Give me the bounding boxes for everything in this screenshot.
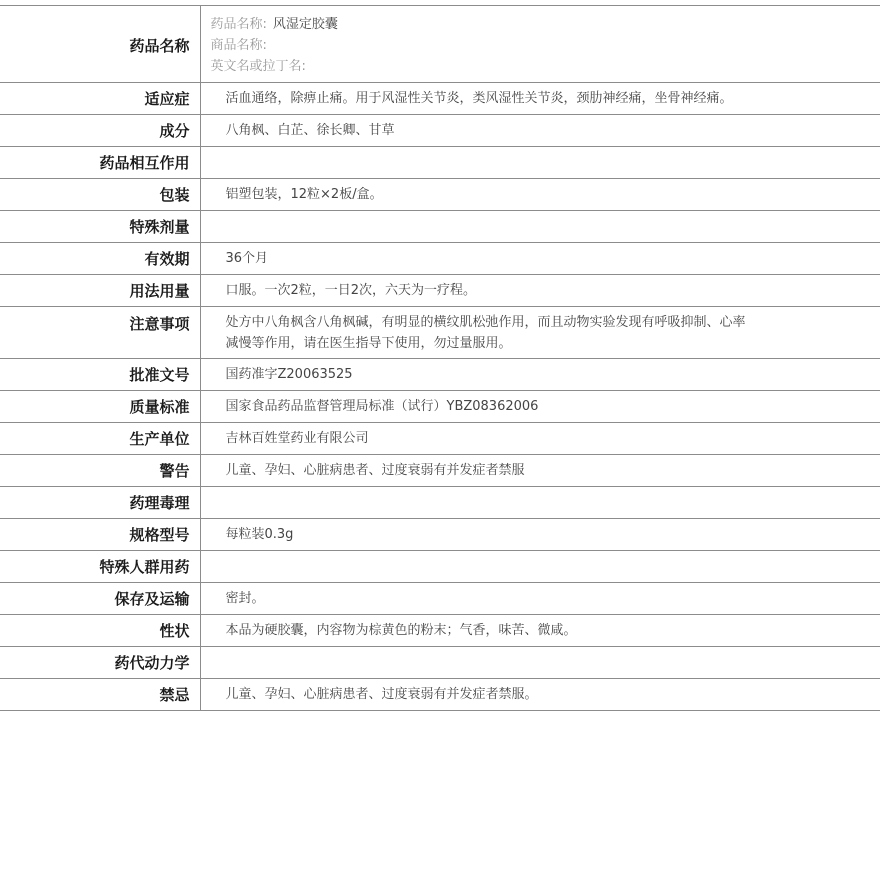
table-row-special-dosage — [0, 211, 880, 243]
row-value: 本品为硬胶囊，内容物为棕黄色的粉末；气香，味苦、微咸。 — [200, 615, 880, 647]
table-row-interactions — [0, 147, 880, 179]
row-value — [200, 551, 880, 583]
row-label: 警告 — [0, 455, 200, 487]
table-row-manufacturer — [0, 423, 880, 455]
generic-name-line — [211, 14, 871, 35]
row-label: 特殊剂量 — [0, 211, 200, 243]
row-label: 包装 — [0, 179, 200, 211]
row-label: 注意事项 — [0, 307, 200, 359]
generic-name-label: 药品名称: — [210, 16, 267, 32]
trade-name-label: 商品名称: — [210, 37, 267, 53]
table-row-pharmacokinetics — [0, 647, 880, 679]
row-label: 保存及运输 — [0, 583, 200, 615]
row-value — [200, 147, 880, 179]
table-row-ingredients — [0, 115, 880, 147]
row-value: 国药准字Z20063525 — [200, 359, 880, 391]
row-label: 性状 — [0, 615, 200, 647]
row-value: 儿童、孕妇、心脏病患者、过度衰弱有并发症者禁服 — [200, 455, 880, 487]
table-row-storage — [0, 583, 880, 615]
row-value — [200, 307, 880, 359]
row-label-drug-name: 药品名称 — [0, 6, 200, 83]
generic-name-value: 风湿定胶囊 — [272, 16, 338, 32]
drug-name-block — [200, 6, 880, 83]
table-row-packaging — [0, 179, 880, 211]
row-label: 批准文号 — [0, 359, 200, 391]
latin-name-label: 英文名或拉丁名: — [210, 58, 306, 74]
precautions-line-2: 减慢等作用，请在医生指导下使用，勿过量服用。 — [225, 336, 512, 351]
table-row-specification — [0, 519, 880, 551]
table-row-indications — [0, 83, 880, 115]
row-value: 每粒装0.3g — [200, 519, 880, 551]
table-row-pharmacology — [0, 487, 880, 519]
table-row-quality-standard — [0, 391, 880, 423]
latin-name-line — [211, 56, 871, 77]
row-value: 国家食品药品监督管理局标准（试行）YBZ08362006 — [200, 391, 880, 423]
row-label: 药品相互作用 — [0, 147, 200, 179]
row-value: 活血通络，除痹止痛。用于风湿性关节炎，类风湿性关节炎，颈肋神经痛，坐骨神经痛。 — [200, 83, 880, 115]
row-value: 36个月 — [200, 243, 880, 275]
row-value — [200, 211, 880, 243]
row-label: 禁忌 — [0, 679, 200, 711]
drug-info-table — [0, 5, 880, 711]
row-value: 铝塑包装，12粒×2板/盒。 — [200, 179, 880, 211]
row-label: 药理毒理 — [0, 487, 200, 519]
row-label: 成分 — [0, 115, 200, 147]
table-row-dosage — [0, 275, 880, 307]
row-label: 适应症 — [0, 83, 200, 115]
row-label: 有效期 — [0, 243, 200, 275]
row-label: 特殊人群用药 — [0, 551, 200, 583]
precautions-line-1: 处方中八角枫含八角枫碱，有明显的横纹肌松弛作用，而且动物实验发现有呼吸抑制、心率 — [225, 315, 746, 330]
trade-name-line — [211, 35, 871, 56]
row-label: 药代动力学 — [0, 647, 200, 679]
row-label: 生产单位 — [0, 423, 200, 455]
table-row-shelf-life — [0, 243, 880, 275]
row-label: 质量标准 — [0, 391, 200, 423]
row-value: 儿童、孕妇、心脏病患者、过度衰弱有并发症者禁服。 — [200, 679, 880, 711]
row-value: 吉林百姓堂药业有限公司 — [200, 423, 880, 455]
row-label: 用法用量 — [0, 275, 200, 307]
row-value: 密封。 — [200, 583, 880, 615]
row-value: 八角枫、白芷、徐长卿、甘草 — [200, 115, 880, 147]
row-value: 口服。一次2粒，一日2次，六天为一疗程。 — [200, 275, 880, 307]
table-row-contraindications — [0, 679, 880, 711]
table-row-description — [0, 615, 880, 647]
table-row-drug-name — [0, 6, 880, 83]
table-row-special-populations — [0, 551, 880, 583]
row-label: 规格型号 — [0, 519, 200, 551]
table-row-precautions — [0, 307, 880, 359]
row-value — [200, 647, 880, 679]
row-value — [200, 487, 880, 519]
table-row-approval-number — [0, 359, 880, 391]
table-row-warning — [0, 455, 880, 487]
